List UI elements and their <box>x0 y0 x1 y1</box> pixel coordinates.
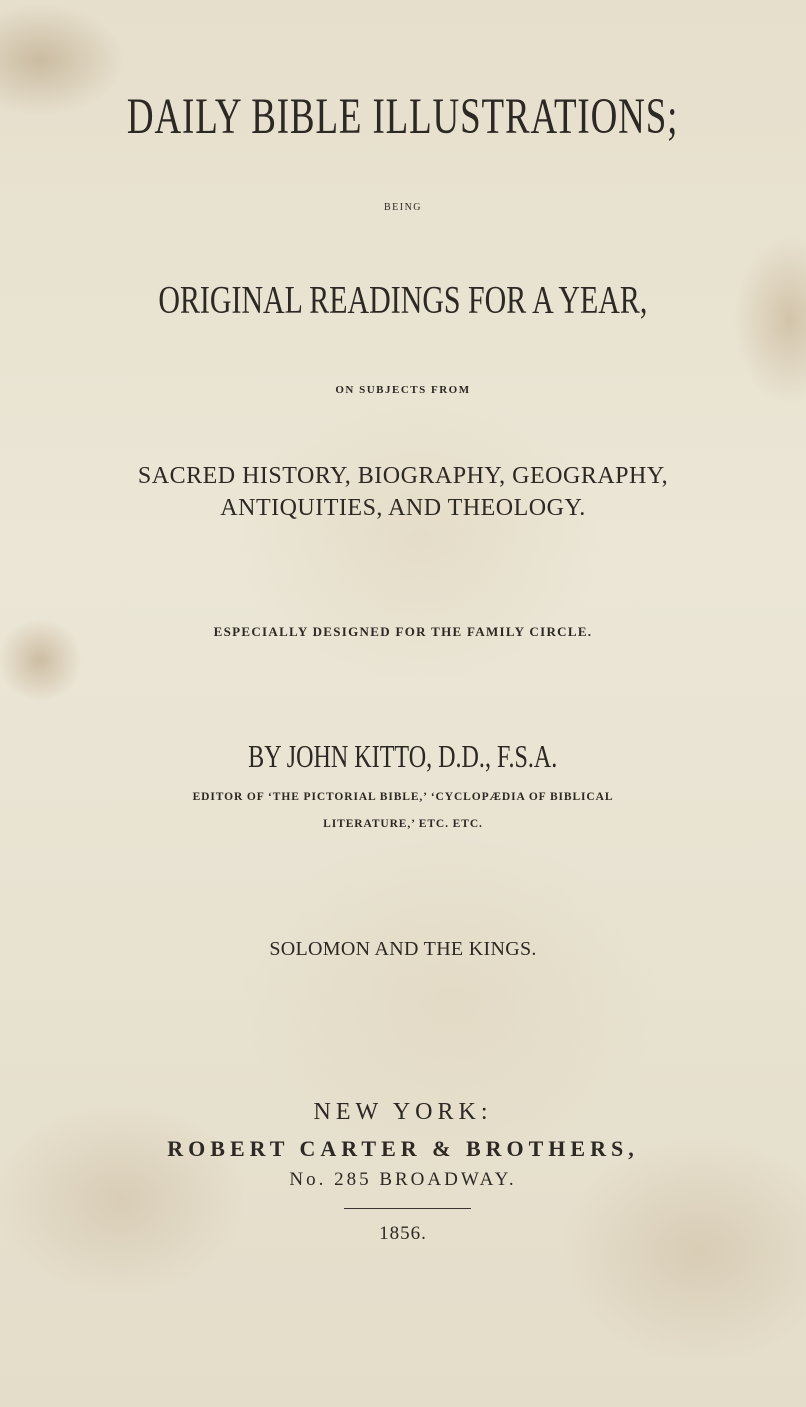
on-subjects-connector: ON SUBJECTS FROM <box>335 384 471 396</box>
author-text: BY JOHN KITTO, D.D., F.S.A. <box>248 740 558 775</box>
topics-line-1: SACRED HISTORY, BIOGRAPHY, GEOGRAPHY, <box>137 463 669 489</box>
volume-title: SOLOMON AND THE KINGS. <box>269 938 537 960</box>
publisher-name: ROBERT CARTER & BROTHERS, <box>167 1136 639 1161</box>
publisher-address: No. 285 BROADWAY. <box>289 1169 517 1190</box>
divider-rule <box>344 1208 471 1209</box>
audience-note: ESPECIALLY DESIGNED FOR THE FAMILY CIRCLE. <box>213 624 593 639</box>
book-title <box>0 88 806 146</box>
topics-line-2: ANTIQUITIES, AND THEOLOGY. <box>220 495 586 521</box>
author-line <box>0 740 806 775</box>
book-subtitle-text: ORIGINAL READINGS FOR A YEAR, <box>158 279 648 322</box>
author-credit-line-2: LITERATURE,’ ETC. ETC. <box>323 818 483 830</box>
publication-year: 1856. <box>379 1223 427 1244</box>
book-title-text: DAILY BIBLE ILLUSTRATIONS; <box>127 89 679 145</box>
publisher-city: NEW YORK: <box>313 1099 493 1125</box>
book-subtitle <box>0 279 806 322</box>
being-connector: BEING <box>383 202 423 213</box>
author-credit-line-1: EDITOR OF ‘THE PICTORIAL BIBLE,’ ‘CYCLOPÆDIA OF BIBLICAL <box>192 791 614 803</box>
